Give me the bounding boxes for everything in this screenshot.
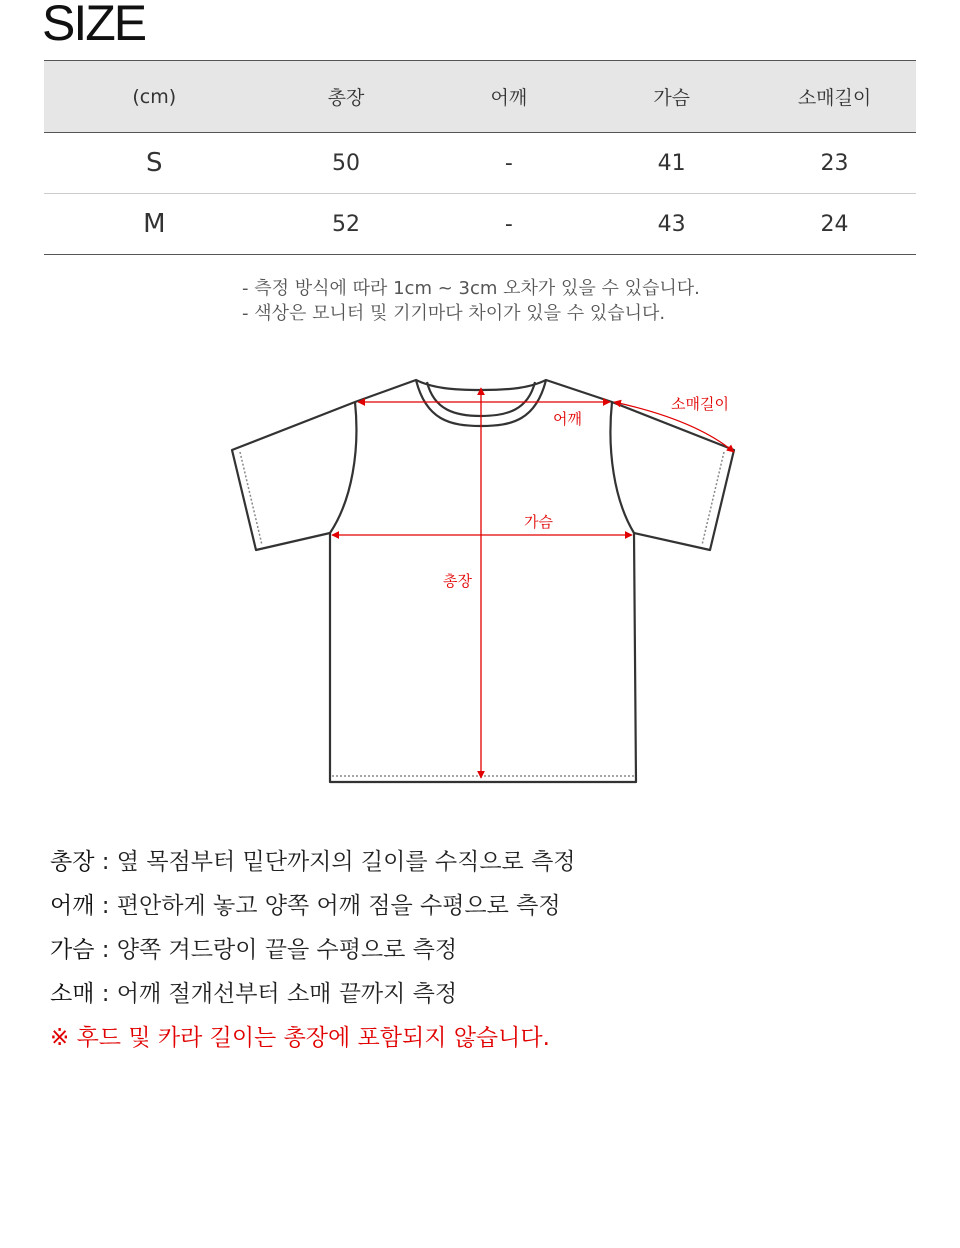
- description-row: [50, 928, 576, 972]
- header-sleeve-length: 소매길이: [753, 61, 916, 133]
- sleeve-label: 소매길이: [671, 395, 729, 413]
- table-cell: -: [427, 133, 590, 194]
- header-shoulder: 어깨: [427, 61, 590, 133]
- description-row: [50, 840, 576, 884]
- table-cell: 23: [753, 133, 916, 194]
- size-cell: M: [44, 194, 265, 255]
- table-cell: 50: [265, 133, 428, 194]
- description-row: [50, 972, 576, 1016]
- measurement-descriptions: [50, 840, 576, 1060]
- header-unit: (cm): [44, 61, 265, 133]
- table-cell: 43: [590, 194, 753, 255]
- description-row: [50, 884, 576, 928]
- header-chest: 가슴: [590, 61, 753, 133]
- shoulder-label: 어깨: [553, 410, 582, 428]
- table-cell: 41: [590, 133, 753, 194]
- warning-note: ※ 후드 및 카라 길이는 총장에 포함되지 않습니다.: [50, 1025, 550, 1051]
- table-cell: -: [427, 194, 590, 255]
- table-cell: 52: [265, 194, 428, 255]
- description-term: 총장: [50, 849, 95, 875]
- note-line: - 측정 방식에 따라 1cm ~ 3cm 오차가 있을 수 있습니다.: [242, 278, 700, 299]
- table-cell: 24: [753, 194, 916, 255]
- description-text: : 옆 목점부터 밑단까지의 길이를 수직으로 측정: [94, 849, 576, 875]
- description-term: 소매: [50, 981, 95, 1007]
- size-cell: S: [44, 133, 265, 194]
- description-term: 가슴: [50, 937, 95, 963]
- description-text: : 편안하게 놓고 양쪽 어깨 점을 수평으로 측정: [94, 893, 561, 919]
- description-term: 어깨: [50, 893, 95, 919]
- description-text: : 어깨 절개선부터 소매 끝까지 측정: [94, 981, 458, 1007]
- note-line: - 색상은 모니터 및 기기마다 차이가 있을 수 있습니다.: [242, 303, 666, 324]
- header-total-length: 총장: [265, 61, 428, 133]
- tshirt-outline: [232, 380, 734, 782]
- length-label: 총장: [443, 572, 472, 590]
- description-text: : 양쪽 겨드랑이 끝을 수평으로 측정: [94, 937, 458, 963]
- page-title: SIZE: [42, 0, 146, 51]
- chest-label: 가슴: [524, 513, 553, 531]
